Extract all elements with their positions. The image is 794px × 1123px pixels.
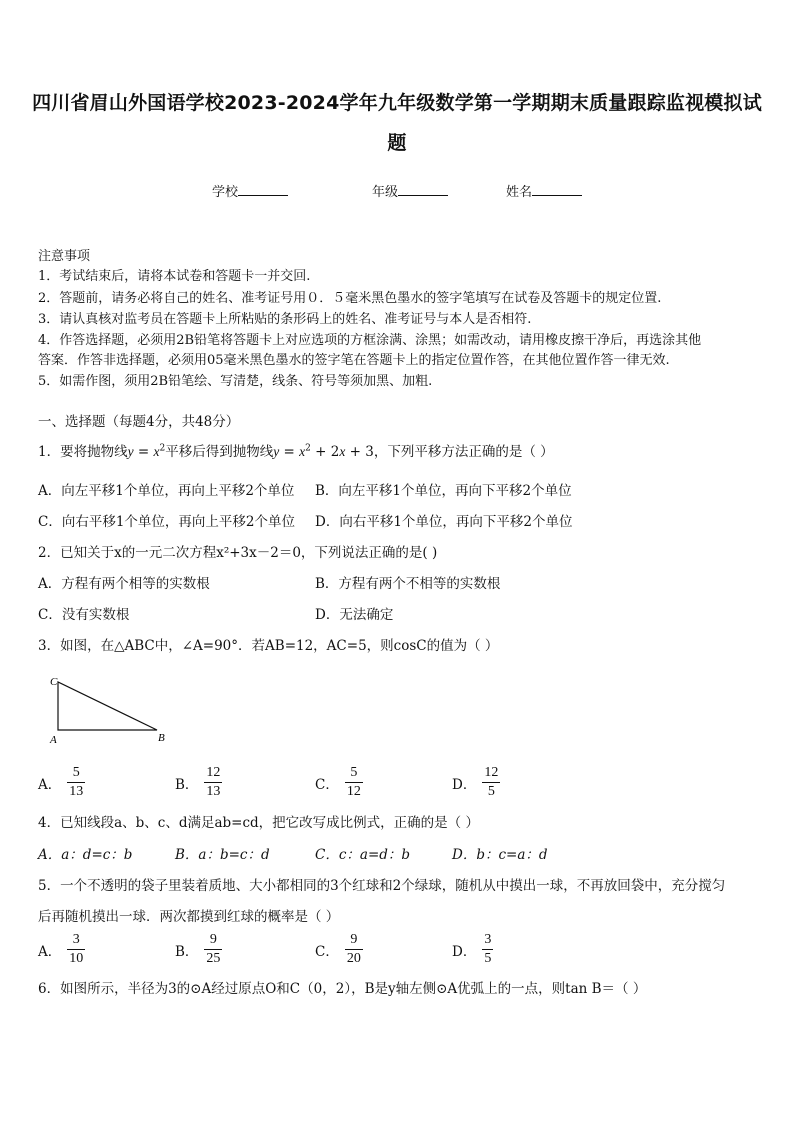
q2-option-a: A．方程有两个相等的实数根 [38, 576, 210, 592]
note-item: 5．如需作图，须用2B铅笔绘、写清楚，线条、符号等须加黑、加粗. [38, 374, 433, 389]
question-3-stem: 3．如图，在△ABC中，∠A=90°．若AB=12，AC=5，则cosC的值为（ ） [38, 638, 499, 654]
question-5-stem-continued: 后再随机摸出一球．两次都摸到红球的概率是（ ） [38, 909, 340, 925]
grade-field [372, 181, 448, 200]
note-item: 2．答题前，请务必将自己的姓名、准考证号用０．５毫米黑色墨水的签字笔填写在试卷及答题卡的规定位置. [38, 291, 662, 306]
exam-title: 四川省眉山外国语学校2023-2024学年九年级数学第一学期期末质量跟踪监视模拟试 [32, 92, 762, 114]
school-blank [238, 183, 288, 196]
q2-option-d: D．无法确定 [315, 607, 394, 623]
q5-option-c: C． $\frac{9}{20}$ [315, 932, 361, 966]
note-item: 答案．作答非选择题，必须用05毫米黑色墨水的签字笔在答题卡上的指定位置作答，在其他位置作答一律无效. [38, 353, 670, 368]
exam-title-continued: 题 [387, 132, 407, 154]
q3-option-d: D． $\frac{12}{5}$ [452, 765, 499, 799]
q5-option-b: B． $\frac{9}{25}$ [175, 932, 221, 966]
question-1-stem: 1．要将抛物线$y = x^2$平移后得到抛物线$y = x^2 + 2x + 3$，下列平移方法正确的是（ ） [38, 443, 554, 460]
q4-option-b: B．a：b=c：d [175, 847, 270, 863]
q3-option-a: A． $\frac{5}{13}$ [38, 765, 84, 799]
q4-option-c: C．c：a=d：b [315, 847, 411, 863]
school-field [212, 181, 288, 200]
grade-label: 年级 [372, 185, 399, 200]
q3-option-b: B． $\frac{12}{13}$ [175, 765, 221, 799]
name-field [506, 181, 582, 200]
triangle-abc-figure [45, 672, 175, 747]
q1-option-c: C．向右平移1个单位，再向上平移2个单位 [38, 514, 296, 530]
triangle-shape [58, 682, 157, 730]
vertex-b-label: B [158, 732, 165, 744]
name-label: 姓名 [506, 185, 533, 200]
q1-option-b: B．向左平移1个单位，再向下平移2个单位 [315, 483, 572, 499]
q1-option-d: D．向右平移1个单位，再向下平移2个单位 [315, 514, 573, 530]
q4-option-d: D．b：c=a：d [452, 847, 548, 863]
vertex-a-label: A [50, 734, 57, 746]
note-item: 3．请认真核对监考员在答题卡上所粘贴的条形码上的姓名、准考证号与本人是否相符. [38, 312, 532, 327]
q2-option-b: B．方程有两个不相等的实数根 [315, 576, 501, 592]
q3-option-c: C． $\frac{5}{12}$ [315, 765, 361, 799]
question-4-stem: 4．已知线段a、b、c、d满足ab=cd，把它改写成比例式，正确的是（ ） [38, 815, 479, 831]
question-5-stem: 5．一个不透明的袋子里装着质地、大小都相同的3个红球和2个绿球，随机从中摸出一球，不再放回袋中，充分搅匀 [38, 878, 726, 894]
school-label: 学校 [212, 185, 239, 200]
q1-option-a: A．向左平移1个单位，再向上平移2个单位 [38, 483, 295, 499]
q2-option-c: C．没有实数根 [38, 607, 130, 623]
notes-heading: 注意事项 [38, 249, 91, 264]
q5-option-d: D． $\frac{3}{5}$ [452, 932, 492, 966]
question-6-stem: 6．如图所示，半径为3的⊙A经过原点O和C（0，2），B是y轴左侧⊙A优弧上的一点，则tan B＝（ ） [38, 981, 647, 997]
note-item: 4．作答选择题，必须用2B铅笔将答题卡上对应选项的方框涂满、涂黑；如需改动，请用橡皮擦干净后，再选涂其他 [38, 333, 702, 348]
name-blank [532, 183, 582, 196]
q4-option-a: A．a：d=c：b [38, 847, 133, 863]
note-item: 1．考试结束后，请将本试卷和答题卡一并交回. [38, 269, 311, 284]
q5-option-a: A． $\frac{3}{10}$ [38, 932, 84, 966]
grade-blank [398, 183, 448, 196]
section-heading: 一、选择题（每题4分，共48分） [38, 414, 240, 430]
question-2-stem: 2．已知关于x的一元二次方程x²+3x－2＝0，下列说法正确的是( ) [38, 545, 438, 561]
vertex-c-label: C [50, 676, 58, 688]
